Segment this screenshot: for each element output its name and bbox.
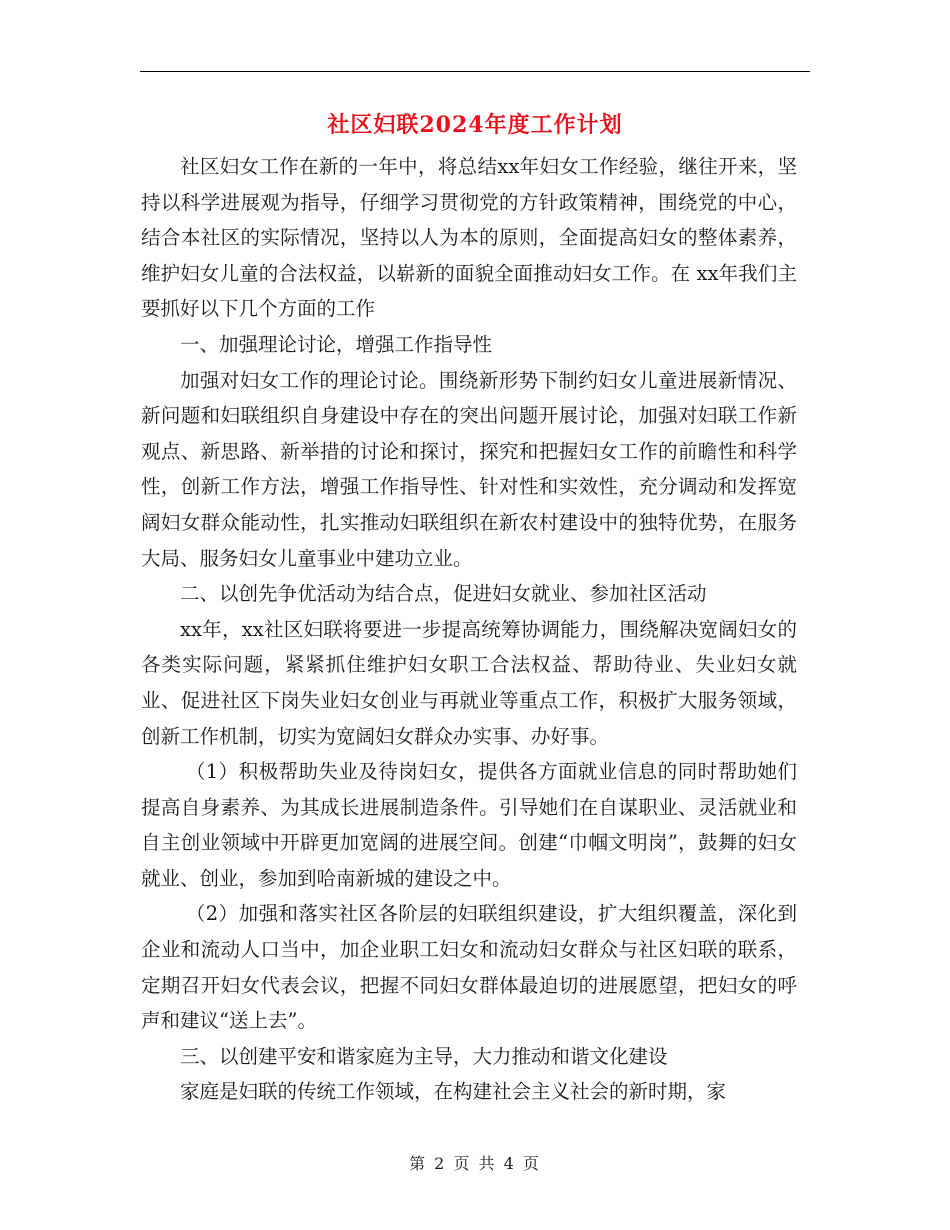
paragraph-item-2: （2）加强和落实社区各阶层的妇联组织建设，扩大组织覆盖，深化到企业和流动人口当中，加企业职工妇女和流动妇女群众与社区妇联的联系，定期召开妇女代表会议，把握不同妇女群体最迫切的进展愿望，把妇女的呼声和建议“送上去”。: [141, 902, 797, 1033]
document-body: [141, 149, 797, 1110]
paragraph-section-3: 家庭是妇联的传统工作领域，在构建社会主义社会的新时期，家: [180, 1080, 727, 1104]
section-heading-2: 二、以创先争优活动为结合点，促进妇女就业、参加社区活动: [180, 582, 707, 606]
section-heading-3: 三、以创建平安和谐家庭为主导，大力推动和谐文化建设: [180, 1044, 668, 1068]
paragraph-item-1: （1）积极帮助失业及待岗妇女，提供各方面就业信息的同时帮助她们提高自身素养、为其成长进展制造条件。引导她们在自谋职业、灵活就业和自主创业领域中开辟更加宽阔的进展空间。创建“巾帼文明岗”，鼓舞的妇女就业、创业，参加到哈南新城的建设之中。: [141, 760, 797, 890]
header-rule: [140, 71, 810, 72]
paragraph-section-1: 加强对妇女工作的理论讨论。围绕新形势下制约妇女儿童进展新情况、新问题和妇联组织自身建设中存在的突出问题开展讨论，加强对妇联工作新观点、新思路、新举措的讨论和探讨，探究和把握妇女工作的前瞻性和科学性，创新工作方法，增强工作指导性、针对性和实效性，充分调动和发挥宽阔妇女群众能动性，扎实推动妇联组织在新农村建设中的独特优势，在服务大局、服务妇女儿童事业中建功立业。: [141, 368, 797, 570]
paragraph-intro: 社区妇女工作在新的一年中，将总结xx年妇女工作经验，继往开来，坚持以科学进展观为指导，仔细学习贯彻党的方针政策精神，围绕党的中心，结合本社区的实际情况，坚持以人为本的原则，全面提高妇女的整体素养，维护妇女儿童的合法权益，以崭新的面貌全面推动妇女工作。在 xx年我们主要抓好以下几个方面的工作: [141, 155, 797, 321]
page-number: 第 2 页 共 4 页: [409, 1154, 541, 1173]
document-title: 社区妇联2024年度工作计划: [327, 112, 623, 138]
section-heading-1: 一、加强理论讨论，增强工作指导性: [180, 332, 493, 356]
paragraph-section-2: xx年，xx社区妇联将要进一步提高统筹协调能力，围绕解决宽阔妇女的各类实际问题，紧紧抓住维护妇女职工合法权益、帮助待业、失业妇女就业、促进社区下岗失业妇女创业与再就业等重点工作，积极扩大服务领域，创新工作机制，切实为宽阔妇女群众办实事、办好事。: [141, 617, 797, 748]
